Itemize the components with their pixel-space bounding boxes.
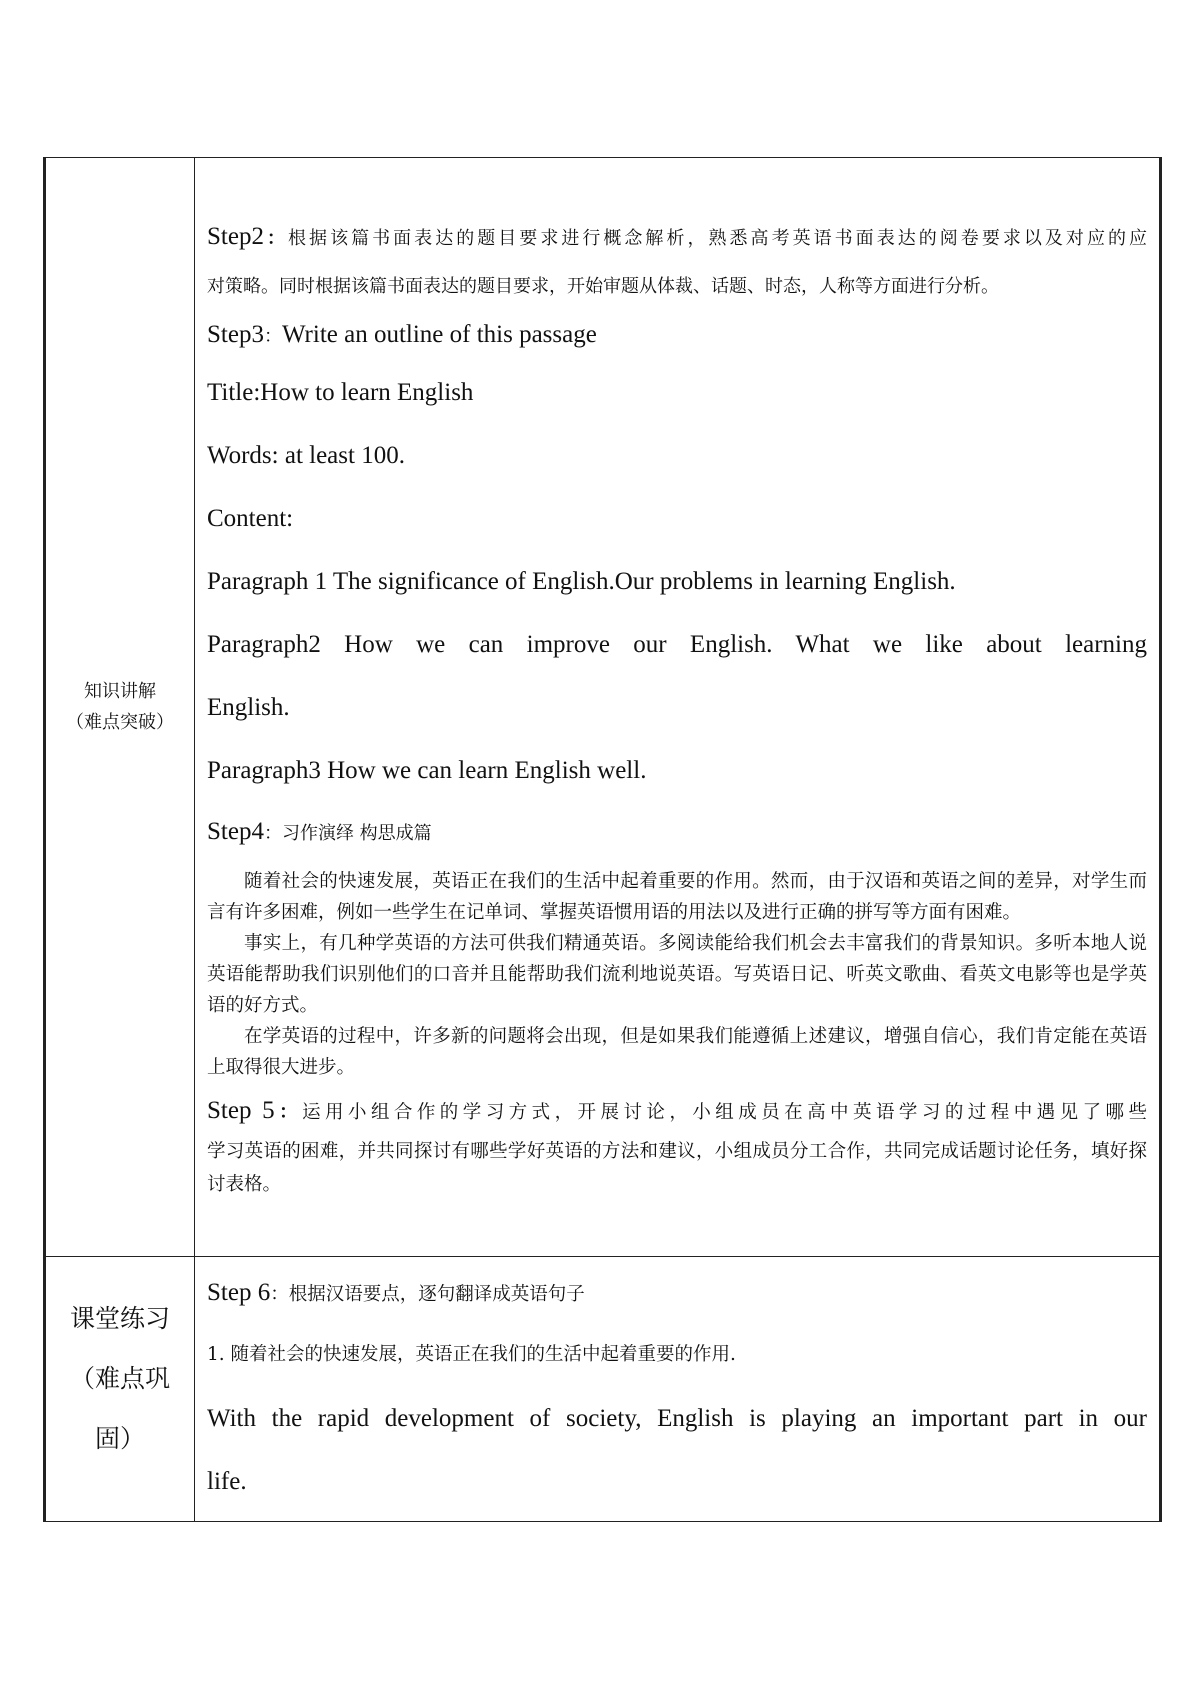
row-label-cell (45, 1257, 195, 1522)
outline-paragraph-2: Paragraph2 How we can improve our English. What we like about learning (207, 631, 1147, 658)
step5-line (207, 1089, 1147, 1135)
row-label-line: 课堂练习 (69, 1304, 170, 1333)
essay-paragraph: 随着社会的快速发展，英语正在我们的生活中起着重要的作用。然而，由于汉语和英语之间的差异，对学生而言有许多困难，例如一些学生在记单词、掌握英语惯用语的用法以及进行正确的拼写等方面有困难。 (207, 871, 1147, 923)
table-row (45, 158, 1161, 1257)
row-content-cell (195, 158, 1161, 1257)
step2-line1 (207, 213, 1147, 263)
outline-content-heading: Content: (207, 505, 294, 532)
step4-text: 习作演绎 构思成篇 (281, 823, 432, 844)
step5-text: 运用小组合作的学习方式，开展讨论，小组成员在高中英语学习的过程中遇见了哪些 (302, 1102, 1147, 1123)
step-label: Step 5 (207, 1097, 275, 1124)
exercise-item-en: With the rapid development of society, English is playing an important part in our (207, 1405, 1147, 1432)
essay-paragraph: 在学英语的过程中，许多新的问题将会出现，但是如果我们能遵循上述建议，增强自信心，我们肯定能在英语上取得很大进步。 (207, 1026, 1147, 1078)
row-content-cell (195, 1257, 1161, 1522)
essay-paragraph: 事实上，有几种学英语的方法可供我们精通英语。多阅读能给我们机会去丰富我们的背景知识。多听本地人说英语能帮助我们识别他们的口音并且能帮助我们流利地说英语。写英语日记、听英文歌曲、看英文电影等也是学英语的好方式。 (207, 933, 1147, 1016)
step6-text: 根据汉语要点，逐句翻译成英语句子 (288, 1284, 585, 1305)
row-label-cell (45, 158, 195, 1257)
step-label: Step4 (207, 818, 264, 845)
step2-text: 对策略。同时根据该篇书面表达的题目要求，开始审题从体裁、话题、时态，人称等方面进行分析。 (207, 276, 999, 297)
outline-paragraph-1: Paragraph 1 The significance of English.Our problems in learning English. (207, 568, 956, 595)
step5-text-cont: 学习英语的困难，并共同探讨有哪些学好英语的方法和建议，小组成员分工合作，共同完成话题讨论任务，填好探讨表格。 (207, 1141, 1147, 1195)
row-label (46, 1289, 194, 1489)
row-label-line: （难点巩 (69, 1364, 170, 1393)
model-essay (207, 866, 1147, 1083)
step-label: Step 6 (207, 1279, 271, 1306)
outline-words: Words: at least 100. (207, 442, 405, 469)
step4-line (207, 802, 1147, 864)
outline-title: Title:How to learn English (207, 379, 474, 406)
step-label: Step2 (207, 223, 264, 250)
row-label-line: 知识讲解 (84, 681, 156, 702)
lesson-plan-table (43, 157, 1162, 1522)
step2-text: 根据该篇书面表达的题目要求进行概念解析，熟悉高考英语书面表达的阅卷要求以及对应的应 (288, 228, 1148, 249)
step6-line (207, 1265, 1147, 1323)
outline-paragraph-3: Paragraph3 How we can learn English well. (207, 757, 647, 784)
exercise-item-cn: 1. 随着社会的快速发展，英语正在我们的生活中起着重要的作用. (207, 1344, 736, 1365)
row-label-line: （难点突破） (66, 712, 174, 733)
step-label: Step3 (207, 321, 264, 348)
step-colon: ： (270, 1284, 289, 1305)
outline-paragraph-2-cont: English. (207, 694, 290, 721)
table-row (45, 1257, 1161, 1522)
exercise-item-en-cont: life. (207, 1468, 247, 1495)
step-colon: ： (263, 228, 289, 249)
row-label (46, 676, 194, 738)
row-label-line: 固） (94, 1424, 145, 1453)
step-colon: ： (274, 1102, 303, 1123)
step3-text: Write an outline of this passage (281, 321, 597, 348)
step-colon: ： (263, 823, 282, 844)
step3-line (207, 311, 1147, 361)
step-colon: ： (263, 326, 282, 347)
